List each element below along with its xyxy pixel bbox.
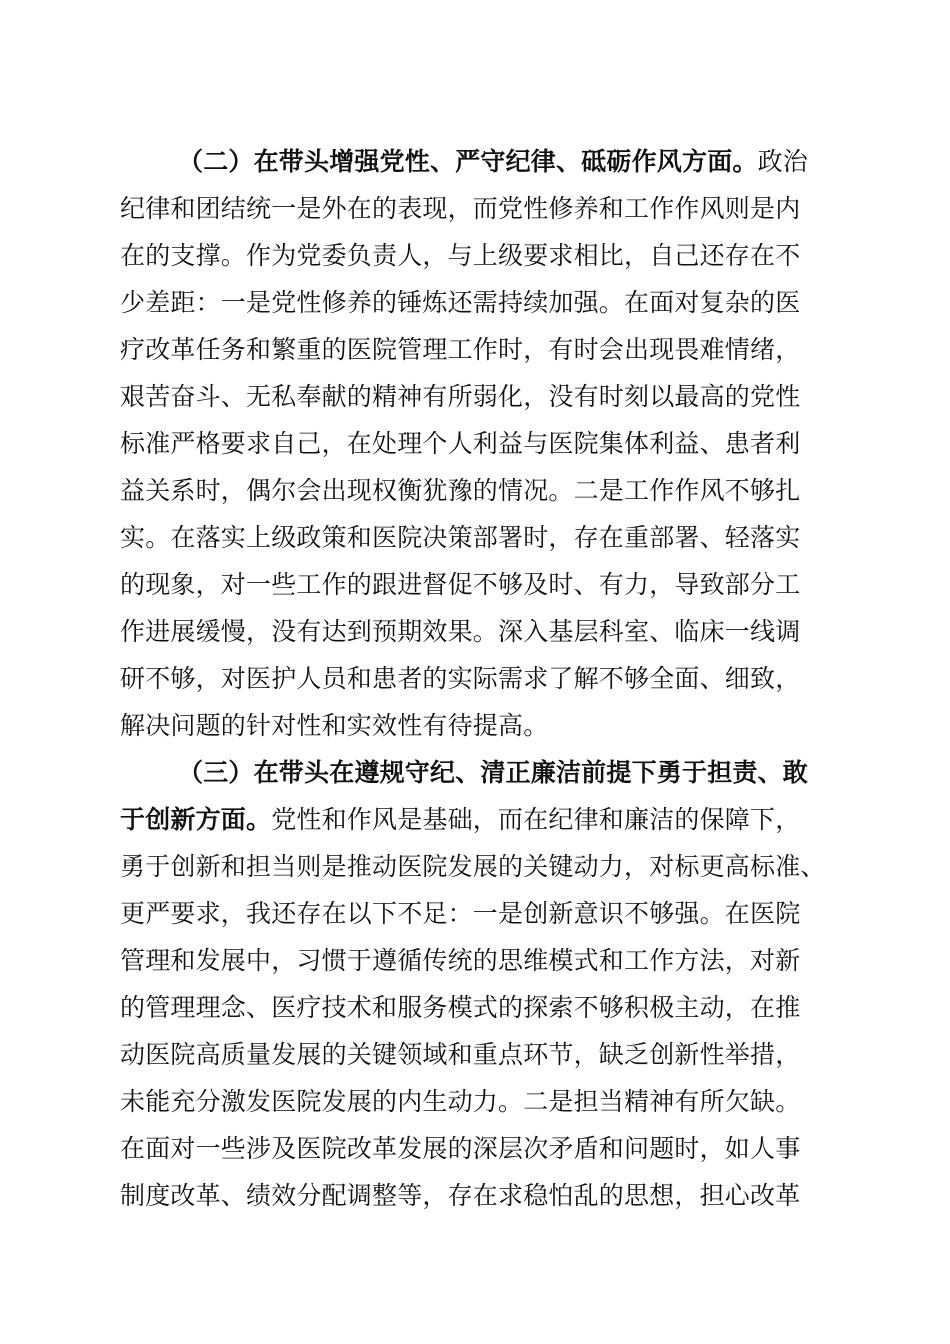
paragraph-2-line-7: 标准严格要求自己，在处理个人利益与医院集体利益、患者利 (120, 429, 801, 458)
paragraph-2-line-10: 的现象，对一些工作的跟进督促不够及时、有力，导致部分工 (120, 570, 801, 599)
paragraph-2-line-11: 作进展缓慢，没有达到预期效果。深入基层科室、临床一线调 (120, 617, 801, 646)
paragraph-2-line-5: 疗改革任务和繁重的医院管理工作时，有时会出现畏难情绪， (120, 335, 801, 364)
paragraph-3-line-9: 在面对一些涉及医院改革发展的深层次矛盾和问题时，如人事 (120, 1134, 801, 1163)
paragraph-3-line-4: 更严要求，我还存在以下不足：一是创新意识不够强。在医院 (120, 899, 801, 928)
paragraph-2-line-9: 实。在落实上级政策和医院决策部署时，存在重部署、轻落实 (120, 523, 801, 552)
paragraph-3-line-2-text: 党性和作风是基础，而在纪律和廉洁的保障下， (271, 805, 801, 834)
paragraph-2-line-12: 研不够，对医护人员和患者的实际需求了解不够全面、细致， (120, 664, 801, 693)
paragraph-2-line-13: 解决问题的针对性和实效性有待提高。 (120, 711, 549, 740)
paragraph-3-line-8: 未能充分激发医院发展的内生动力。二是担当精神有所欠缺。 (120, 1087, 801, 1116)
paragraph-2-line-1 (178, 142, 808, 182)
paragraph-3-line-2 (120, 800, 800, 840)
paragraph-2-line-3: 在的支撑。作为党委负责人，与上级要求相比，自己还存在不 (120, 241, 801, 270)
paragraph-3-line-5: 管理和发展中，习惯于遵循传统的思维模式和工作方法，对新 (120, 946, 801, 975)
paragraph-3-heading-line-2: 于创新方面。 (120, 805, 272, 834)
paragraph-2-line-6: 艰苦奋斗、无私奉献的精神有所弱化，没有时刻以最高的党性 (120, 382, 801, 411)
paragraph-3-heading-line-1: （三）在带头在遵规守纪、清正廉洁前提下勇于担责、敢 (178, 758, 809, 787)
paragraph-2-line-4: 少差距：一是党性修养的锤炼还需持续加强。在面对复杂的医 (120, 288, 801, 317)
paragraph-3-line-7: 动医院高质量发展的关键领域和重点环节，缺乏创新性举措， (120, 1040, 801, 1069)
paragraph-3-line-10: 制度改革、绩效分配调整等，存在求稳怕乱的思想，担心改革 (120, 1181, 801, 1210)
paragraph-2-line-8: 益关系时，偶尔会出现权衡犹豫的情况。二是工作作风不够扎 (120, 476, 801, 505)
paragraph-2-line-2: 纪律和团结统一是外在的表现，而党性修养和工作作风则是内 (120, 194, 801, 223)
paragraph-2-heading: （二）在带头增强党性、严守纪律、砥砺作风方面。 (178, 147, 758, 176)
paragraph-2-line-1-text: 政治 (757, 147, 809, 176)
paragraph-3-line-6: 的管理理念、医疗技术和服务模式的探索不够积极主动，在推 (120, 993, 801, 1022)
paragraph-3-line-3: 勇于创新和担当则是推动医院发展的关键动力，对标更高标准、 (120, 852, 826, 881)
